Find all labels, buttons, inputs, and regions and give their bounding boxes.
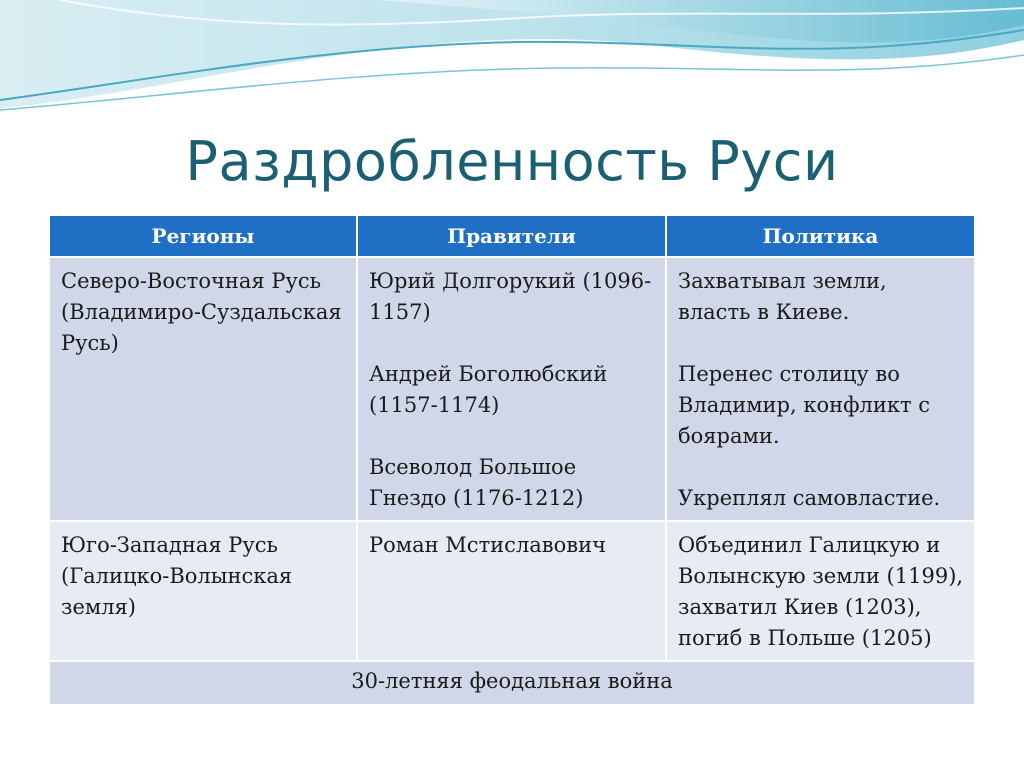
header-rulers: Правители — [357, 216, 666, 257]
rulers-cell — [357, 521, 666, 661]
region-cell: Северо-Восточная Русь (Владимиро-Суздальская Русь) — [50, 257, 357, 521]
rulers-table — [50, 216, 974, 704]
policy-cell — [666, 521, 974, 661]
policy-entry: Перенес столицу во Владимир, конфликт с боярами. — [678, 362, 931, 448]
table-footer-row — [50, 661, 974, 704]
policy-entry: Захватывал земли, власть в Киеве. — [678, 269, 887, 324]
policy-entry: Объединил Галицкую и Волынскую земли (1199), захватил Киев (1203), погиб в Польше (1205) — [678, 533, 964, 650]
table-row — [50, 521, 974, 661]
decorative-wave-banner — [0, 0, 1024, 130]
rulers-cell — [357, 257, 666, 521]
header-policy: Политика — [666, 216, 974, 257]
policy-cell — [666, 257, 974, 521]
region-cell: Юго-Западная Русь (Галицко-Волынская земля) — [50, 521, 357, 661]
ruler-entry: Роман Мстиславович — [369, 533, 606, 557]
ruler-entry: Андрей Боголюбский (1157-1174) — [369, 362, 608, 417]
ruler-entry: Всеволод Большое Гнездо (1176-1212) — [369, 455, 584, 510]
table-row — [50, 257, 974, 521]
table-header-row — [50, 216, 974, 257]
ruler-entry: Юрий Долгорукий (1096-1157) — [369, 269, 652, 324]
header-regions: Регионы — [50, 216, 357, 257]
footer-cell: 30-летняя феодальная война — [50, 661, 974, 704]
policy-entry: Укреплял самовластие. — [678, 486, 941, 510]
page-title: Раздробленность Руси — [185, 130, 839, 193]
